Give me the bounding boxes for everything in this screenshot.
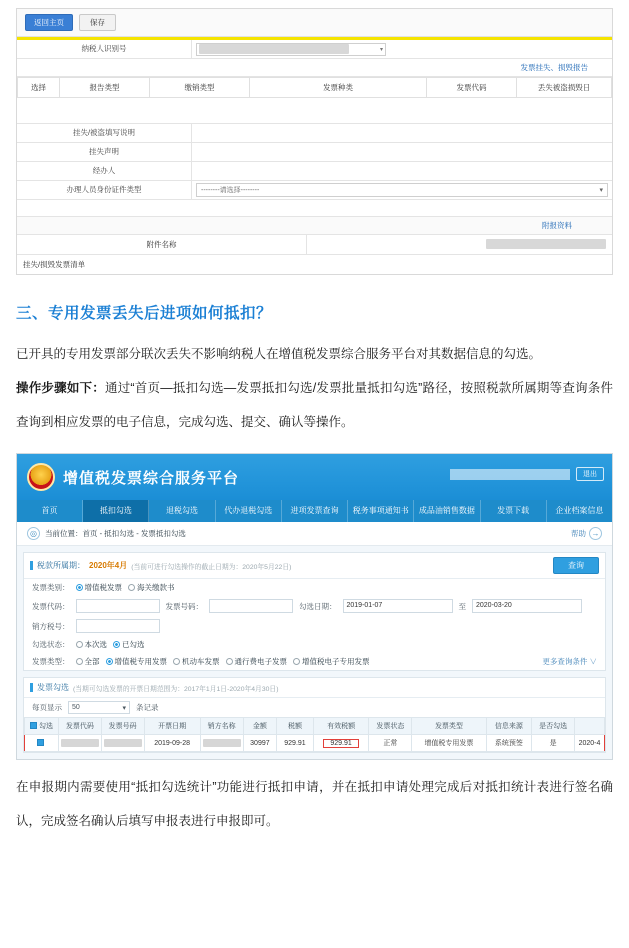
form-footer-note: 挂失/损毁发票清单: [23, 260, 86, 269]
table-header-row: [25, 718, 605, 735]
main-nav: [17, 500, 612, 522]
invoice-code-input[interactable]: [76, 599, 160, 613]
nav-item-invoice-download[interactable]: 发票下载: [481, 500, 547, 522]
radio-customs-payment[interactable]: [128, 582, 175, 593]
check-date-label: 勾选日期：: [299, 601, 337, 611]
invoice-category-row: [24, 579, 605, 596]
attachment-value: [307, 235, 612, 254]
location-icon: ◎: [27, 527, 40, 540]
th-invoice-number: 发票号码: [101, 718, 144, 735]
field-value[interactable]: [192, 131, 612, 135]
page-size-row: [24, 698, 605, 717]
th-invoice-status: 发票状态: [369, 718, 412, 735]
row-invoice-type: 增值税专用发票: [412, 735, 486, 752]
radio-toll-electronic[interactable]: [226, 656, 288, 667]
radio-label: 增值税专用发票: [114, 657, 167, 666]
form-field-taxpayer-id: [17, 40, 612, 59]
invoice-category-label: 发票类别：: [32, 583, 70, 592]
table-row[interactable]: [25, 735, 605, 752]
row-invoice-code: [59, 735, 102, 752]
field-value[interactable]: [192, 150, 612, 154]
query-panel-title: [24, 553, 605, 579]
steps-text: 通过“首页—抵扣勾选—发票抵扣勾选/发票批量抵扣勾选”路径，按照税款所属期等查询条件查询到相应发票的电子信息，完成勾选、提交、确认等操作。: [16, 381, 613, 429]
form-field-id-type: [17, 181, 612, 200]
radio-all[interactable]: [76, 656, 100, 667]
table-empty-body: [17, 98, 612, 124]
period-note: (当前可进行勾选操作的截止日期为：2020年5月22日): [131, 563, 292, 571]
platform-title: 增值税发票综合服务平台: [63, 469, 240, 487]
nav-item-tax-notice[interactable]: 税务事项通知书: [348, 500, 414, 522]
th-is-checked: 是否勾选: [532, 718, 575, 735]
invoice-table: [24, 717, 605, 752]
radio-label: 增值税电子专用发票: [302, 657, 370, 666]
breadcrumb-text: 当前位置：首页 - 抵扣勾选 - 发票抵扣勾选: [45, 529, 186, 538]
page-size-value: 50: [72, 704, 80, 711]
radio-label: 增值税发票: [84, 583, 122, 592]
radio-already-checked[interactable]: [113, 639, 145, 650]
platform-screenshot: [16, 453, 613, 760]
chevron-down-icon: ▾: [379, 46, 383, 53]
radio-label: 通行费电子发票: [234, 657, 287, 666]
attachment-label: 附件名称: [17, 235, 307, 254]
th-valid-tax: 有效税额: [313, 718, 369, 735]
field-value: [192, 181, 612, 199]
th-info-source: 信息来源: [486, 718, 532, 735]
seller-tax-no-label: 销方税号：: [32, 621, 70, 631]
radio-label: 全部: [84, 657, 100, 666]
steps-label: 操作步骤如下：: [16, 381, 105, 395]
th-invoice-code: 发票代码: [59, 718, 102, 735]
breadcrumb: [27, 527, 186, 540]
row-amount: 30997: [243, 735, 277, 752]
redacted-account: [450, 469, 570, 480]
field-label: 纳税人识别号: [17, 40, 192, 58]
breadcrumb-bar: [17, 522, 612, 546]
attachment-section-bar: [17, 216, 612, 235]
paragraph-2: [16, 371, 613, 439]
check-date-to-input[interactable]: [472, 599, 582, 613]
row-valid-tax: [313, 735, 369, 752]
accent-bar-icon: [30, 561, 33, 570]
th-invoice-type: 发票类型: [412, 718, 486, 735]
tax-emblem-icon: [27, 463, 55, 491]
radio-vehicle[interactable]: [173, 656, 220, 667]
field-label: 办理人员身份证件类型: [17, 181, 192, 199]
invoice-check-panel: [23, 677, 606, 753]
field-label: 挂失声明: [17, 143, 192, 161]
form-field-loss-note: [17, 124, 612, 143]
period-value: 2020年4月: [89, 561, 128, 570]
th-invoice-code: 发票代码: [427, 78, 517, 98]
invoice-check-title: [24, 678, 605, 698]
nav-item-enterprise-archive[interactable]: 企业档案信息: [555, 506, 604, 515]
nav-item-agent-refund-check[interactable]: 代办退税勾选: [216, 500, 282, 522]
invoice-type-label: 发票类型：: [32, 657, 70, 666]
row-tax: 929.91: [277, 735, 313, 752]
arrow-right-icon: →: [589, 527, 602, 540]
form-field-handler: [17, 162, 612, 181]
nav-item-refund-check[interactable]: 退税勾选: [149, 500, 215, 522]
field-label: 挂失/被盗填写说明: [17, 124, 192, 142]
platform-header: [17, 454, 612, 500]
chevron-down-icon: ▾: [122, 704, 126, 712]
radio-vat-electronic-special[interactable]: [293, 656, 370, 667]
accent-bar-icon: [30, 683, 33, 692]
th-cancel-type: 缴销类型: [150, 78, 250, 98]
th-extra: [575, 718, 605, 735]
logout-button[interactable]: 退出: [576, 467, 604, 481]
save-button[interactable]: 保存: [79, 14, 116, 31]
th-check[interactable]: 勾选: [25, 718, 59, 735]
paragraph-3: 在申报期内需要使用“抵扣勾选统计”功能进行抵扣申请，并在抵扣申请处理完成后对抵扣统计表进行签名确认，完成签名确认后填写申报表进行申报即可。: [16, 780, 613, 828]
radio-special-vat[interactable]: [106, 656, 168, 667]
th-tax: 税额: [277, 718, 313, 735]
invoice-type-row: [24, 653, 605, 670]
check-status-label: 勾选状态：: [32, 640, 70, 649]
radio-label: 已勾选: [122, 640, 145, 649]
valid-tax-value: 929.91: [323, 739, 358, 748]
radio-label: 本次选: [84, 640, 107, 649]
row-issue-date: 2019-09-28: [144, 735, 200, 752]
nav-item-deduction-check[interactable]: 抵扣勾选: [83, 500, 149, 522]
radio-this-time[interactable]: [76, 639, 108, 650]
form-field-loss-declaration: [17, 143, 612, 162]
field-value: [192, 41, 612, 58]
check-date-from-input[interactable]: [343, 599, 453, 613]
row-info-source: 系统预签: [486, 735, 532, 752]
row-extra: 2020-4: [575, 735, 605, 752]
redacted-value: [199, 44, 349, 54]
attachment-row: [17, 235, 612, 255]
back-home-button[interactable]: 返回主页: [25, 14, 73, 31]
row-invoice-number: [101, 735, 144, 752]
redacted-value: [203, 739, 241, 747]
th-invoice-kind: 发票种类: [250, 78, 427, 98]
nav-item-home[interactable]: 首页: [17, 500, 83, 522]
row-seller-name: [200, 735, 243, 752]
code-number-row: [24, 596, 605, 636]
invoice-check-label: 发票勾选: [37, 683, 69, 692]
query-button[interactable]: 查询: [553, 557, 599, 574]
field-value[interactable]: [192, 169, 612, 173]
th-report-type: 报告类型: [60, 78, 150, 98]
invoice-code-label: 发票代码：: [32, 601, 70, 611]
field-label: 经办人: [17, 162, 192, 180]
attachment-link[interactable]: 附报资料: [542, 221, 572, 230]
page-size-select[interactable]: [68, 701, 130, 714]
invoice-number-label: 发票号码：: [165, 601, 203, 611]
report-table-header: [17, 77, 612, 98]
period-label: 税款所属期：: [37, 561, 85, 570]
page-title: 三、专用发票丢失后进项如何抵扣？: [16, 305, 273, 322]
paragraph-1: 已开具的专用发票部分联次丢失不影响纳税人在增值税发票综合服务平台对其数据信息的勾选。: [16, 347, 542, 361]
chevron-down-icon: ▾: [599, 187, 603, 194]
seller-tax-no-input[interactable]: [76, 619, 160, 633]
document-page: [0, 8, 629, 848]
tax-form-screenshot: [16, 8, 613, 275]
id-type-select[interactable]: [196, 183, 608, 197]
form-gap: [17, 200, 612, 216]
row-invoice-status: 正常: [369, 735, 412, 752]
th-select: 选择: [18, 78, 60, 98]
invoice-check-note: (当期可勾选发票的开票日期范围为：2017年1月1日-2020年4月30日): [73, 685, 279, 693]
page-size-label: 每页显示: [32, 703, 62, 712]
nav-item-input-invoice-query[interactable]: 进项发票查询: [282, 500, 348, 522]
check-status-row: [24, 636, 605, 653]
invoice-number-input[interactable]: [209, 599, 293, 613]
header-right: [450, 467, 604, 481]
form-toolbar: [17, 9, 612, 37]
check-date-to-value: 2020-03-20: [476, 602, 512, 609]
radio-label: 海关缴款书: [137, 583, 175, 592]
row-is-checked: 是: [532, 735, 575, 752]
th-seller-name: 销方名称: [200, 718, 243, 735]
redacted-value: [104, 739, 142, 747]
date-range-separator: 至: [458, 601, 466, 611]
th-issue-date: 开票日期: [144, 718, 200, 735]
help-label: 帮助: [571, 529, 586, 538]
more-conditions-link[interactable]: 更多查询条件 ∨: [542, 657, 597, 666]
check-date-from-value: 2019-01-07: [346, 602, 383, 609]
redacted-value: [61, 739, 99, 747]
redacted-value: [486, 239, 606, 249]
th-lost-date: 丢失被盗损毁日: [517, 78, 612, 98]
taxpayer-id-input[interactable]: [196, 43, 386, 56]
radio-vat-invoice[interactable]: [76, 582, 123, 593]
nav-item-oil-sales-data[interactable]: 成品油销售数据: [414, 500, 480, 522]
report-link-row: [17, 59, 612, 77]
loss-report-link[interactable]: 发票挂失、损毁报告: [520, 63, 588, 72]
radio-label: 机动车发票: [182, 657, 220, 666]
th-amount: 金额: [243, 718, 277, 735]
help-link[interactable]: [571, 527, 602, 540]
row-checkbox[interactable]: [25, 735, 59, 752]
query-panel: [23, 552, 606, 671]
page-size-unit: 条记录: [136, 703, 159, 712]
id-type-select-value: --------请选择--------: [201, 187, 260, 194]
